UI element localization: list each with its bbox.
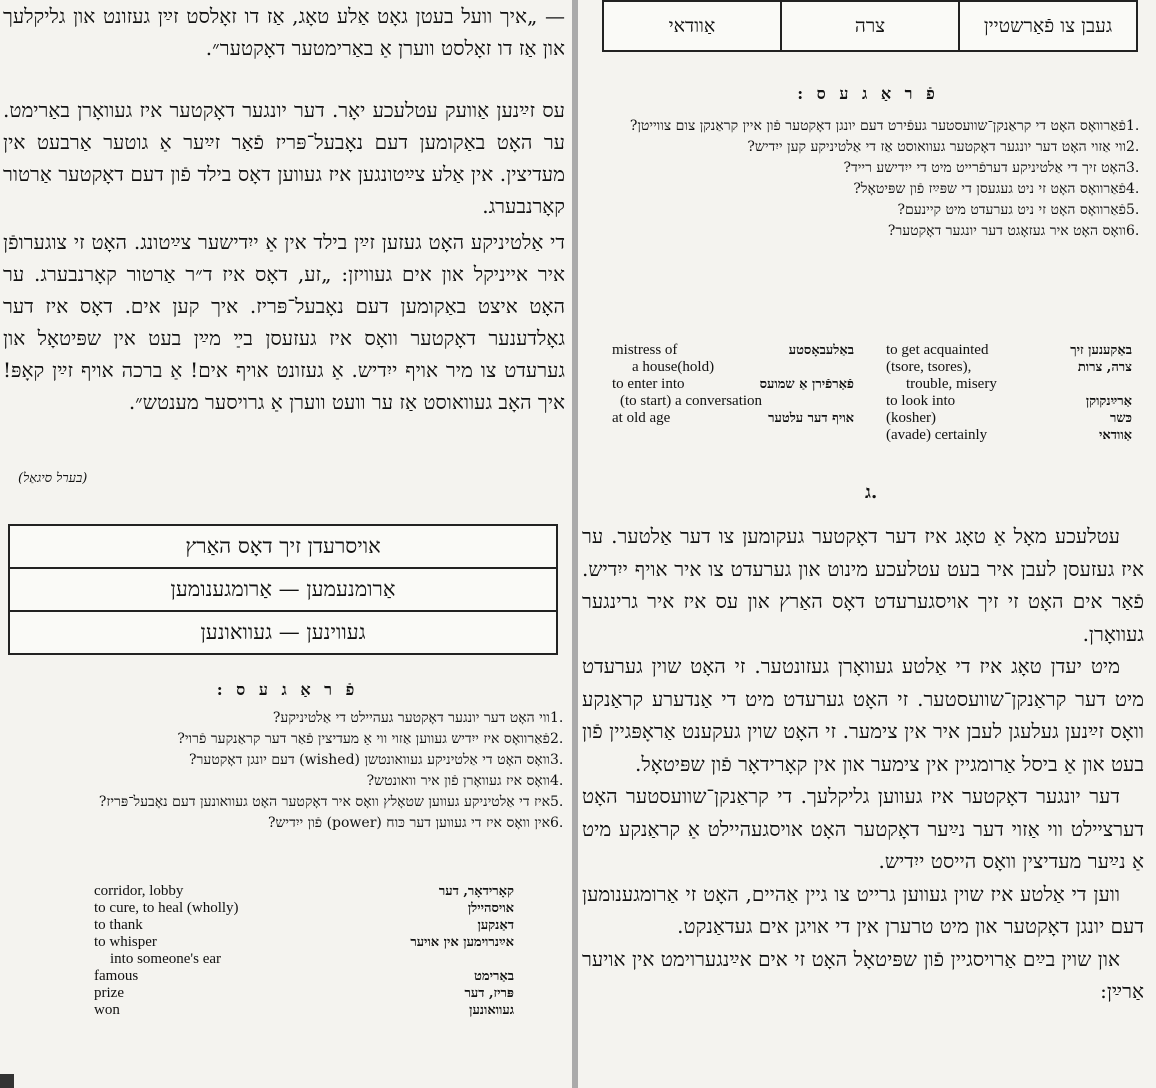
author-signature: (בערל סיגאַל) <box>18 471 88 486</box>
question-item <box>0 792 572 813</box>
paragraph: ווען די אַלטע איז שוין געווען גרייט צו גיין אַהיים, האָט זי אַרומגענומען דעם יונגן דאָקטער און מיט טרערן אין די אויגן אים געדאַנקט. <box>582 881 1144 938</box>
vocab-row <box>886 410 1132 427</box>
section-label: ג. <box>865 482 878 503</box>
vocab-yiddish: באַלעבאָסטע <box>788 343 854 358</box>
question-number: 3. <box>1126 160 1140 176</box>
vocab-row <box>94 883 514 900</box>
question-item <box>0 771 572 792</box>
question-number: 1. <box>1126 118 1140 134</box>
main-text <box>582 520 1144 1008</box>
vocabulary-list <box>94 883 514 1019</box>
idiom-row: געווינען — געוואונען <box>200 620 366 644</box>
question-text: פֿאַרוואָס האָט זי ניט גערעדט מיט קיינעם? <box>897 202 1126 218</box>
vocab-row <box>886 359 1132 376</box>
question-text: ווי אַזוי האָט דער יונגער דאָקטער געוואוסט אַז די אַלטיניקע קען ייִדיש? <box>747 139 1126 155</box>
question-text: פֿאַרוואָס האָט זי ניט געגעסן די שפּײַז פֿון שפּיטאָל? <box>853 181 1126 197</box>
vocab-yiddish: אַרײַנקוקן <box>1085 394 1132 409</box>
vocab-yiddish: קאָרידאָר, דער <box>438 884 514 899</box>
vocabulary-list-left <box>612 342 854 427</box>
vocab-english: prize <box>94 985 124 1001</box>
vocab-yiddish: געוואונען <box>469 1003 514 1018</box>
paragraph: עס זײַנען אַוועק עטלעכע יאָר. דער יונגער דאָקטער איז געוואָרן באַרימט. ער האָט באַקומען דעם נאָבעל־פּריז פֿאַר זײַער אַ גוטער אַרבעט אין מעדיצין. אין אַלע צײַטונגען איז געווען דאָס בילד פֿון דעם דאָקטער אַרטור קאָרנבערג. <box>3 98 566 218</box>
questions-title: פֿ ר אַ ג ע ס : <box>216 680 359 699</box>
vocab-yiddish: דאַנקען <box>477 918 514 933</box>
scan-fold-shadow <box>572 0 578 1088</box>
vocab-row <box>94 900 514 917</box>
vocab-row <box>612 393 854 410</box>
question-item <box>0 750 572 771</box>
right-column <box>580 0 1156 1088</box>
vocab-yiddish: אויף דער עלטער <box>768 411 854 426</box>
question-number: 5. <box>1126 202 1140 218</box>
vocab-english: to cure, to heal (wholly) <box>94 900 239 916</box>
vocab-row <box>94 968 514 985</box>
vocab-yiddish: באַקענען זיך <box>1070 343 1132 358</box>
vocab-row <box>94 934 514 951</box>
question-text: האָט זיך די אַלטיניקע דערפֿרייט מיט די ייִדישע רייד? <box>843 160 1126 176</box>
idiom-cell: צרה <box>780 2 958 50</box>
idiom-box <box>602 0 1138 52</box>
idiom-row: אַרומנעמען — אַרומגענומען <box>10 569 556 612</box>
question-item <box>0 729 572 750</box>
questions-title: פֿ ר אַ ג ע ס : <box>797 84 939 103</box>
left-column <box>0 0 575 1088</box>
vocab-english: (to start) a conversation <box>620 393 763 409</box>
vocab-row <box>94 985 514 1002</box>
question-number: 6. <box>550 815 564 831</box>
vocab-english: mistress of <box>612 342 678 358</box>
vocab-row <box>612 376 854 393</box>
vocab-english: (kosher) <box>886 410 936 426</box>
question-item <box>586 158 1148 179</box>
vocab-yiddish: פּריז, דער <box>464 986 514 1001</box>
vocab-row <box>886 427 1132 444</box>
idiom-row: אויסרעדן זיך דאָס האַרץ <box>10 526 556 569</box>
question-number: 4. <box>1126 181 1140 197</box>
question-item <box>586 137 1148 158</box>
question-item <box>0 708 572 729</box>
vocab-yiddish: באַרימט <box>474 969 514 984</box>
vocab-english: to whisper <box>94 934 157 950</box>
vocab-english: trouble, misery <box>906 376 997 392</box>
vocab-yiddish: אײַנרוימען אין אויער <box>410 935 514 950</box>
vocab-yiddish: פֿאַרפֿירן אַ שמועס <box>759 377 854 392</box>
question-item <box>586 221 1148 242</box>
question-item <box>0 813 572 834</box>
question-number: 2. <box>1126 139 1140 155</box>
paragraph: מיט יעדן טאָג איז די אַלטע געוואָרן געזונטער. זי האָט שוין גערעדט מיט דער קראַנקן־שוועסטער. זי האָט גערעדט מיט די אַנדערע קראַנקע וואָס זײַנען געלעגן לעבן איר אין צימער. זי האָט שוין געקענט אַראָפּגיין פֿון בעט און אַ ביסל אַרומגיין אין צימער און אין קאָרידאָר פֿון שפּיטאָל. <box>582 654 1144 776</box>
questions-list <box>0 708 572 834</box>
question-text: וואָס איז געוואָרן פֿון איר וואונטש? <box>366 773 550 789</box>
vocab-row <box>94 951 514 968</box>
question-item <box>586 179 1148 200</box>
idiom-cell: אַוודאי <box>668 14 716 37</box>
question-number: 2. <box>550 731 564 747</box>
vocab-english: to thank <box>94 917 143 933</box>
question-text: וואָס האָט איר געזאָגט דער יונגער דאָקטער? <box>887 223 1126 239</box>
vocab-row <box>612 359 854 376</box>
question-item <box>586 200 1148 221</box>
vocab-row <box>612 342 854 359</box>
vocab-english: at old age <box>612 410 671 426</box>
vocab-english: to get acquainted <box>886 342 989 358</box>
question-text: אין וואָס איז די געווען דער כּוח (power) פֿון ייִדיש? <box>268 815 550 831</box>
vocab-english: a house(hold) <box>632 359 715 375</box>
vocab-row <box>886 376 1132 393</box>
vocab-row <box>94 917 514 934</box>
question-number: 4. <box>550 773 564 789</box>
scan-edge-shadow <box>0 1074 14 1088</box>
vocabulary-list-right <box>886 342 1132 444</box>
vocab-yiddish: אַוודאי <box>1098 428 1132 443</box>
idiom-cell: געבן צו פֿאַרשטיין <box>958 2 1136 50</box>
vocab-english: (tsore, tsores), <box>886 359 972 375</box>
question-text: פֿאַרוואָס האָט די קראַנקן־שוועסטער געפֿירט דעם יונגן דאָקטער פֿון איין קראַנקן צום צווייטן? <box>629 118 1126 134</box>
vocab-row <box>886 342 1132 359</box>
questions-list <box>586 116 1148 242</box>
paragraph: די אַלטיניקע האָט געזען זײַן בילד אין אַ ייִדישער צײַטונג. האָט זי צוגערופֿן איר אייניקל און אים געוויזן: „זע, דאָס איז ד״ר אַרטור קאָרנבערג. ער האָט איצט באַקומען דעם נאָבעל־פּריז. איך קען אים. דאָס איז דער גאָלדענער דאָקטער וואָס איז געזעסן בײַ מײַן בעט אין שפּיטאָל און גערעדט צו מיר אויף ייִדיש. אַ געזונט אויף אים! אַ ברכה אויף זײַן קאָפּ! איך האָב געוואוסט אַז ער וועט ווערן אַ גרויסער מענטש״. <box>3 230 565 414</box>
vocab-english: won <box>94 1002 120 1018</box>
vocab-english: into someone's ear <box>110 951 222 967</box>
vocab-yiddish: אויסהיילן <box>467 901 514 916</box>
paragraph: דער יונגער דאָקטער איז געווען גליקלעך. די קראַנקן־שוועסטער האָט דערציילט ווי אַזוי דער נײַער דאָקטער האָט אויסגעהיילט אַ קראַנקע מיט אַ נײַער מעדיצין וואָס הייסט ייִדיש. <box>582 784 1145 873</box>
vocab-row <box>94 1002 514 1019</box>
question-number: 1. <box>550 710 564 726</box>
vocab-english: corridor, lobby <box>94 883 184 899</box>
vocab-row <box>886 393 1132 410</box>
question-text: וואָס האָט די אַלטיניקע געוואונטשן (wished) דעם יונגן דאָקטער? <box>189 752 550 768</box>
vocab-english: to enter into <box>612 376 685 392</box>
question-item <box>586 116 1148 137</box>
question-number: 5. <box>550 794 564 810</box>
vocab-row <box>612 410 854 427</box>
vocab-english: (avade) certainly <box>886 427 988 443</box>
question-text: איז די אַלטיניקע געווען שטאָלץ וואָס איר דאָקטער האָט געוואונען דעם נאָבעל־פּריז? <box>98 794 550 810</box>
idiom-box <box>8 524 558 655</box>
paragraph: — „איך וועל בעטן גאָט אַלע טאָג, אַז דו זאָלסט זײַן געזונט און גליקלעך און אַז דו זאָלסט ווערן אַ באַרימטער דאָקטער״. <box>3 4 565 60</box>
paragraph: עטלעכע מאָל אַ טאָג איז דער דאָקטער געקומען צו דער אַלטער. ער איז געזעסן לעבן איר בעט עטלעכע מינוט און גערעדט צו איר אויף ייִדיש. פֿאַר אים האָט זי זיך אויסגערעדט דאָס האַרץ און עס איז איר גרינגער געוואָרן. <box>582 524 1144 646</box>
vocab-english: to look into <box>886 393 956 409</box>
question-number: 6. <box>1126 223 1140 239</box>
question-text: פֿאַרוואָס איז ייִדיש געווען אַזוי ווי אַ מעדיצין פֿאַר דער קראַנקער פֿרוי? <box>177 731 550 747</box>
question-text: ווי האָט דער יונגער דאָקטער געהיילט די אַלטיניקע? <box>272 710 550 726</box>
question-number: 3. <box>550 752 564 768</box>
paragraph: און שוין בײַם אַרויסגיין פֿון שפּיטאָל האָט זי אים אײַנגערוימט אין אויער אַרײַן: <box>582 946 1144 1003</box>
vocab-yiddish: צרה, צרות <box>1077 360 1132 375</box>
vocab-yiddish: כּשר <box>1110 411 1132 426</box>
vocab-english: famous <box>94 968 139 984</box>
